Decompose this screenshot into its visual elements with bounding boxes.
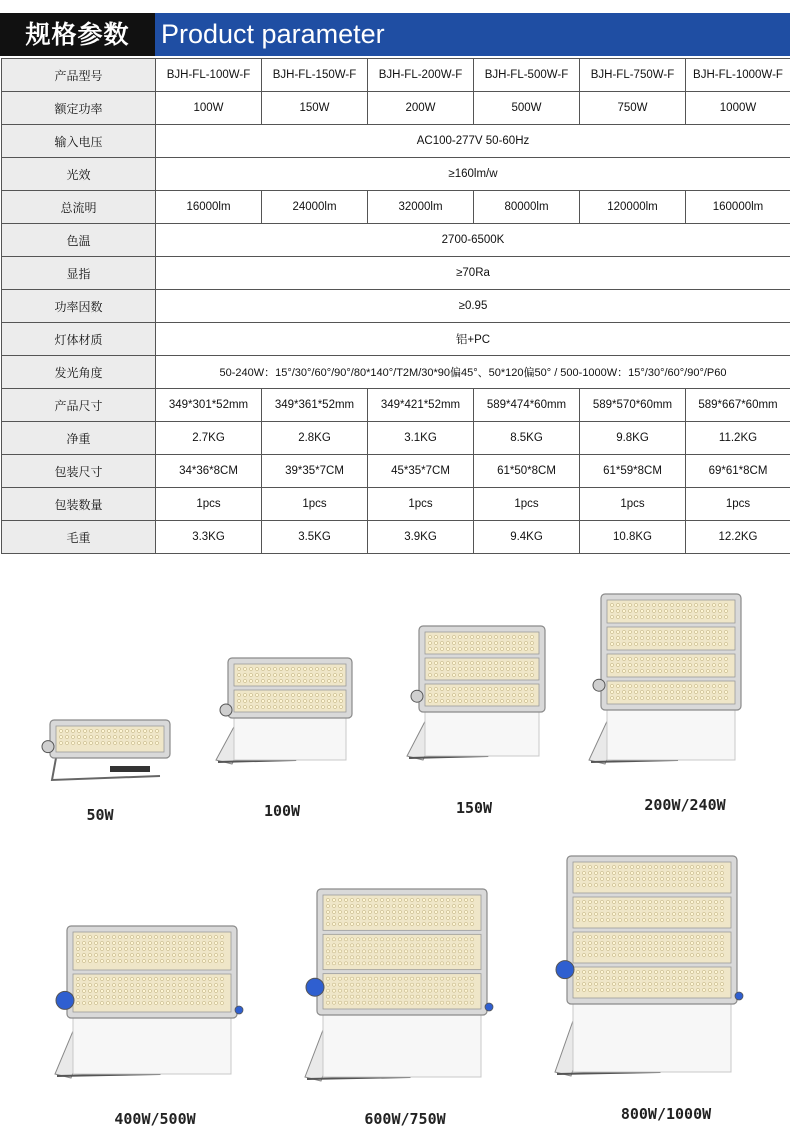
table-cell: 32000lm	[368, 191, 474, 224]
table-cell: 50-240W：15°/30°/60°/90°/80*140°/T2M/30*90偏45°、50*120偏50° / 500-1000W：15°/30°/60°/90°/P60	[156, 356, 790, 389]
table-row	[2, 521, 790, 554]
product-200w-image	[585, 590, 755, 780]
table-cell: 16000lm	[156, 191, 262, 224]
table-cell: BJH-FL-100W-F	[156, 59, 262, 92]
table-row	[2, 224, 790, 257]
row-label: 额定功率	[2, 92, 156, 125]
row-label: 色温	[2, 224, 156, 257]
table-cell: ≥70Ra	[156, 257, 790, 290]
table-cell: 8.5KG	[474, 422, 580, 455]
table-cell: BJH-FL-500W-F	[474, 59, 580, 92]
table-cell: 34*36*8CM	[156, 455, 262, 488]
table-cell: 500W	[474, 92, 580, 125]
table-row	[2, 422, 790, 455]
table-cell: ≥0.95	[156, 290, 790, 323]
table-cell: 11.2KG	[686, 422, 790, 455]
row-label: 毛重	[2, 521, 156, 554]
table-cell: AC100-277V 50-60Hz	[156, 125, 790, 158]
section-header	[0, 13, 790, 56]
table-row	[2, 125, 790, 158]
table-cell: 589*474*60mm	[474, 389, 580, 422]
table-cell: 61*50*8CM	[474, 455, 580, 488]
product-caption: 800W/1000W	[620, 1105, 712, 1123]
row-label: 净重	[2, 422, 156, 455]
table-cell: 1pcs	[368, 488, 474, 521]
table-cell: BJH-FL-1000W-F	[686, 59, 790, 92]
table-cell: BJH-FL-750W-F	[580, 59, 686, 92]
row-label: 包装尺寸	[2, 455, 156, 488]
product-caption: 400W/500W	[114, 1110, 196, 1128]
product-750w-image	[285, 883, 505, 1095]
row-label: 输入电压	[2, 125, 156, 158]
table-row	[2, 59, 790, 92]
row-label: 发光角度	[2, 356, 156, 389]
table-row	[2, 257, 790, 290]
row-label: 光效	[2, 158, 156, 191]
table-row	[2, 290, 790, 323]
table-row	[2, 488, 790, 521]
table-cell: 3.3KG	[156, 521, 262, 554]
table-cell: 160000lm	[686, 191, 790, 224]
table-cell: 750W	[580, 92, 686, 125]
table-cell: 349*301*52mm	[156, 389, 262, 422]
table-cell: 1pcs	[156, 488, 262, 521]
table-cell: 589*667*60mm	[686, 389, 790, 422]
table-cell: 1pcs	[686, 488, 790, 521]
table-cell: 349*361*52mm	[262, 389, 368, 422]
table-cell: 349*421*52mm	[368, 389, 474, 422]
spec-table	[1, 58, 790, 554]
product-caption: 150W	[455, 799, 493, 817]
row-label: 灯体材质	[2, 323, 156, 356]
table-cell: 10.8KG	[580, 521, 686, 554]
table-cell: 9.4KG	[474, 521, 580, 554]
table-cell: 80000lm	[474, 191, 580, 224]
product-100w-image	[200, 652, 370, 782]
table-row	[2, 323, 790, 356]
table-cell: 铝+PC	[156, 323, 790, 356]
table-cell: 120000lm	[580, 191, 686, 224]
product-caption: 50W	[86, 806, 114, 824]
product-1000w-image	[535, 850, 755, 1090]
table-cell: 1pcs	[262, 488, 368, 521]
row-label: 总流明	[2, 191, 156, 224]
table-cell: 39*35*7CM	[262, 455, 368, 488]
table-row	[2, 389, 790, 422]
table-cell: BJH-FL-200W-F	[368, 59, 474, 92]
table-cell: 589*570*60mm	[580, 389, 686, 422]
table-cell: 3.5KG	[262, 521, 368, 554]
table-cell: ≥160lm/w	[156, 158, 790, 191]
table-cell: 24000lm	[262, 191, 368, 224]
table-row	[2, 158, 790, 191]
table-cell: 2.8KG	[262, 422, 368, 455]
row-label: 显指	[2, 257, 156, 290]
header-title-cn: 规格参数	[0, 13, 155, 56]
table-cell: 1pcs	[474, 488, 580, 521]
row-label: 功率因数	[2, 290, 156, 323]
product-caption: 100W	[263, 802, 301, 820]
product-500w-image	[35, 920, 255, 1095]
table-row	[2, 455, 790, 488]
table-cell: 3.9KG	[368, 521, 474, 554]
product-50w-image	[30, 712, 180, 790]
table-cell: 12.2KG	[686, 521, 790, 554]
table-row	[2, 92, 790, 125]
row-label: 包装数量	[2, 488, 156, 521]
product-caption: 200W/240W	[644, 796, 726, 814]
row-label: 产品型号	[2, 59, 156, 92]
table-cell: 3.1KG	[368, 422, 474, 455]
table-cell: 200W	[368, 92, 474, 125]
table-cell: 2.7KG	[156, 422, 262, 455]
row-label: 产品尺寸	[2, 389, 156, 422]
table-cell: 1pcs	[580, 488, 686, 521]
table-cell: 9.8KG	[580, 422, 686, 455]
table-cell: 150W	[262, 92, 368, 125]
product-caption: 600W/750W	[364, 1110, 446, 1128]
table-cell: 2700-6500K	[156, 224, 790, 257]
header-title-en: Product parameter	[155, 13, 790, 56]
table-cell: 1000W	[686, 92, 790, 125]
table-cell: 61*59*8CM	[580, 455, 686, 488]
table-row	[2, 356, 790, 389]
table-cell: BJH-FL-150W-F	[262, 59, 368, 92]
table-cell: 100W	[156, 92, 262, 125]
product-150w-image	[395, 620, 560, 780]
table-cell: 69*61*8CM	[686, 455, 790, 488]
table-row	[2, 191, 790, 224]
table-cell: 45*35*7CM	[368, 455, 474, 488]
